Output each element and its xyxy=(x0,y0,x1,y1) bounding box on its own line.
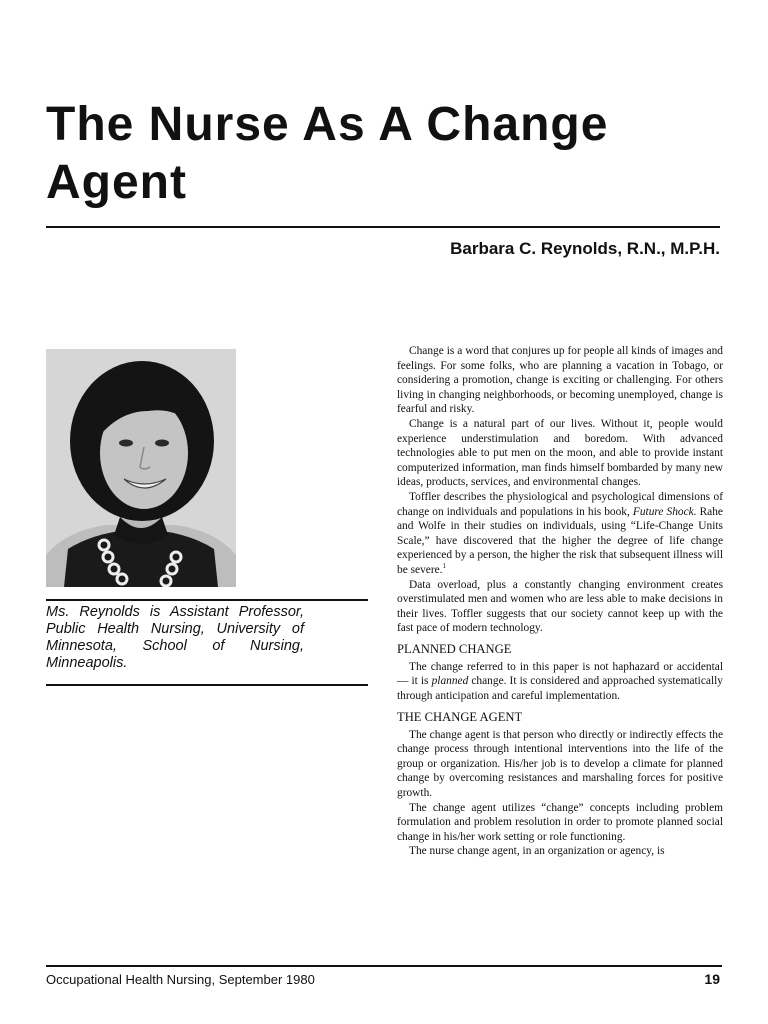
book-title: Future Shock. xyxy=(632,505,697,518)
body-paragraph: Change is a word that conjures up for people all kinds of images and feelings. For some folks, who are planning a vacation in Tobago, or considering a promotion, change is exciting or challenging. For others living in changing neighborhoods, or becoming unemployed, change is fearful and risky. xyxy=(397,345,723,416)
author-byline: Barbara C. Reynolds, R.N., M.P.H. xyxy=(450,239,720,258)
body-paragraph: The nurse change agent, in an organization or agency, is xyxy=(409,845,665,858)
section-heading-planned-change: PLANNED CHANGE xyxy=(397,641,512,656)
text-run: Rahe and Wolfe in their studies on individuals, using “Life-Change Units Scale,” have discovered that the higher the degree of life change experienced by a person, the higher the risk that subsequent illness will be severe. xyxy=(397,505,723,576)
footnote-reference: 1 xyxy=(442,562,447,571)
title-divider xyxy=(46,226,720,228)
body-paragraph: Change is a natural part of our lives. Without it, people would experience understimulation and boredom. With advanced technologies able to put men on the moon, and able to provide instant computerized information, man finds himself bombarded by many new ideas, products, services, and environmental changes. xyxy=(397,417,723,489)
portrait-illustration xyxy=(46,349,236,587)
sidebar-divider-bottom xyxy=(46,684,368,686)
sidebar-divider-top xyxy=(46,599,368,601)
body-paragraph xyxy=(397,660,723,704)
author-portrait-photo xyxy=(46,349,236,587)
body-paragraph: Data overload, plus a constantly changing environment creates overstimulated men and women who are less able to make decisions in their lives. Toffler suggests that our society cannot keep up with the fast pace of modern technology. xyxy=(397,578,723,635)
footer-divider xyxy=(46,965,722,967)
body-paragraph: The change agent is that person who directly or indirectly effects the change process through intentional interventions into the life of the group or organization. His/her job is to develop a climate for planned change by overcoming resistances and marshaling forces for positive growth. xyxy=(397,728,723,800)
body-paragraph: The change agent utilizes “change” concepts including problem formulation and problem resolution in order to promote planned social change in his/her work setting or role functioning. xyxy=(397,801,723,843)
page-number: 19 xyxy=(704,971,720,987)
section-heading-change-agent: THE CHANGE AGENT xyxy=(397,709,523,724)
article-title: The Nurse As A Change Agent xyxy=(46,98,609,209)
author-bio: Ms. Reynolds is Assistant Professor, Public Health Nursing, University of Minnesota, School of Nursing, Minneapolis. xyxy=(46,604,304,671)
text-run: The change referred to in this paper is not haphazard or accidental — it is xyxy=(397,660,723,688)
text-run: Toffler describes the physiological and psychological dimensions of change on individuals and populations in his book, xyxy=(397,490,723,518)
emphasis: planned xyxy=(431,675,469,688)
article-body xyxy=(397,344,723,859)
footer-journal-citation: Occupational Health Nursing, September 1980 xyxy=(46,972,315,987)
text-run: change. It is considered and approached systematically through anticipation and careful implementation. xyxy=(397,675,723,703)
body-paragraph xyxy=(397,490,723,578)
